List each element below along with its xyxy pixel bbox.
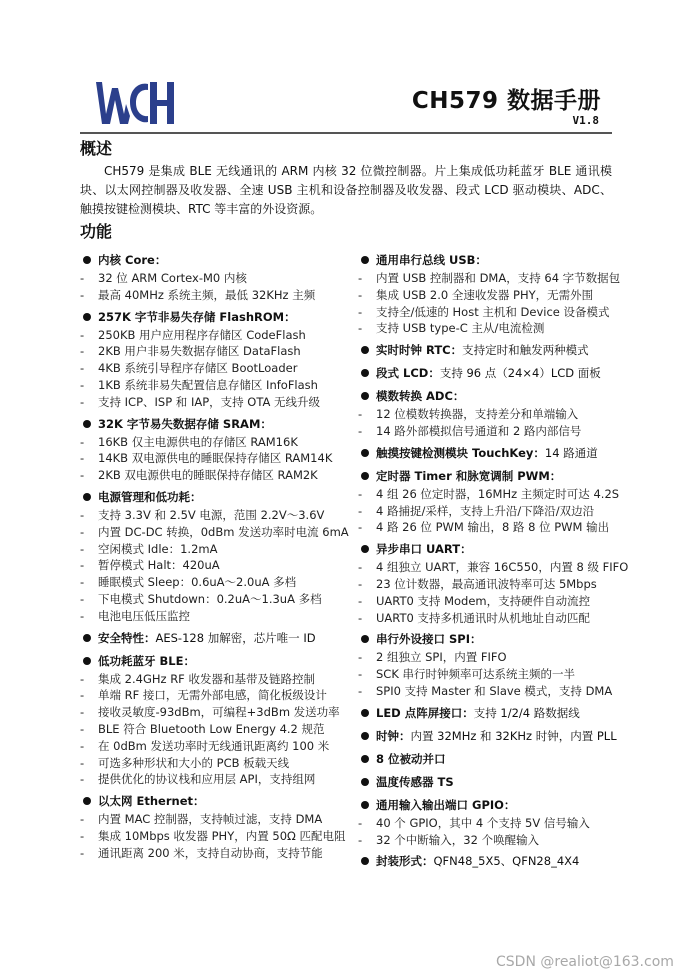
feature-heading: [358, 539, 618, 559]
feature-item: [80, 687, 350, 704]
bullet-icon: [361, 635, 369, 643]
dash-icon: -: [358, 423, 363, 438]
features-right-column: [358, 250, 629, 871]
feature-item: [80, 450, 350, 467]
feature-item: [358, 666, 618, 683]
bullet-icon: [83, 256, 91, 264]
feature-item: [358, 320, 618, 337]
feature-item: [80, 343, 350, 360]
feature-item: [358, 576, 618, 593]
feature-item-text: 2KB 双电源供电的睡眠保持存储区 RAM2K: [98, 468, 318, 483]
dash-icon: -: [80, 468, 85, 483]
feature-heading: [358, 749, 618, 769]
feature-title: 实时时钟 RTC：: [376, 343, 463, 358]
bullet-icon: [361, 256, 369, 264]
feature-heading: [358, 703, 618, 723]
feature-heading: [80, 651, 350, 671]
feature-item-text: 支持 USB type-C 主从/电流检测: [376, 321, 545, 336]
feature-item-text: 32 个中断输入，32 个唤醒输入: [376, 832, 540, 847]
dash-icon: -: [358, 832, 363, 847]
feature-title: 触摸按键检测模块 TouchKey：: [376, 445, 545, 460]
dash-icon: -: [80, 845, 85, 860]
feature-item-text: 支持 3.3V 和 2.5V 电源，范围 2.2V～3.6V: [98, 507, 325, 522]
bullet-icon: [83, 634, 91, 642]
feature-item-text: 14 路外部模拟信号通道和 2 路内部信号: [376, 423, 582, 438]
feature-item-text: 支持全/低速的 Host 主机和 Device 设备模式: [376, 304, 610, 319]
dash-icon: -: [358, 287, 363, 302]
dash-icon: -: [80, 705, 85, 720]
bullet-icon: [361, 545, 369, 553]
feature-title: 段式 LCD：: [376, 366, 440, 381]
features-left-column: [80, 250, 350, 862]
dash-icon: -: [358, 271, 363, 285]
feature-item-text: 4 路捕捉/采样，支持上升沿/下降沿/双边沿: [376, 503, 595, 518]
dash-icon: -: [80, 671, 85, 686]
feature-item-text: 集成 2.4GHz RF 收发器和基带及链路控制: [98, 671, 315, 686]
feature-item: [358, 406, 618, 423]
bullet-icon: [361, 732, 369, 740]
feature-item-text: 单端 RF 接口，无需外部电感，简化板级设计: [98, 688, 327, 703]
feature-item-text: 通讯距离 200 米，支持自动协商，支持节能: [98, 845, 323, 860]
dash-icon: -: [80, 608, 85, 623]
dash-icon: -: [80, 271, 85, 285]
bullet-icon: [361, 709, 369, 717]
feature-item: [80, 270, 350, 287]
feature-item-text: 14KB 双电源供电的睡眠保持存储区 RAM14K: [98, 451, 333, 466]
feature-heading: [358, 340, 618, 360]
bullet-icon: [361, 449, 369, 457]
feature-item-text: 在 0dBm 发送功率时无线通讯距离约 100 米: [98, 738, 330, 753]
dash-icon: -: [358, 520, 363, 535]
feature-title: 257K 字节非易失存储 FlashROM：: [98, 309, 296, 324]
feature-heading: [80, 487, 350, 507]
feature-item: [358, 610, 618, 627]
feature-heading: [358, 443, 618, 463]
feature-title: LED 点阵屏接口：: [376, 705, 474, 720]
feature-item-text: 下电模式 Shutdown：0.2uA～1.3uA 多档: [98, 591, 322, 606]
dash-icon: -: [358, 576, 363, 591]
feature-item: [358, 423, 618, 440]
feature-item: [358, 683, 618, 700]
feature-item-text: UART0 支持多机通讯时从机地址自动匹配: [376, 610, 590, 625]
feature-item: [358, 304, 618, 321]
feature-item-text: 内置 MAC 控制器，支持帧过滤，支持 DMA: [98, 812, 323, 827]
feature-title: 异步串口 UART：: [376, 542, 472, 557]
feature-item: [80, 671, 350, 688]
feature-item-text: 暂停模式 Halt：420uA: [98, 558, 220, 573]
dash-icon: -: [80, 377, 85, 392]
dash-icon: -: [80, 755, 85, 770]
feature-item: [80, 557, 350, 574]
document-title: CH579 数据手册: [411, 88, 601, 114]
feature-heading: [358, 386, 618, 406]
feature-item-text: 空闲模式 Idle：1.2mA: [98, 541, 218, 556]
dash-icon: -: [80, 434, 85, 449]
feature-description: 14 路通道: [544, 445, 598, 460]
dash-icon: -: [80, 451, 85, 466]
bullet-icon: [83, 420, 91, 428]
feature-heading: [358, 772, 618, 792]
feature-title: 时钟：: [376, 728, 411, 743]
dash-icon: -: [80, 575, 85, 590]
dash-icon: -: [358, 815, 363, 830]
feature-item: [80, 287, 350, 304]
dash-icon: -: [358, 503, 363, 518]
feature-item-text: 内置 USB 控制器和 DMA，支持 64 字节数据包: [376, 271, 621, 285]
dash-icon: -: [80, 344, 85, 359]
dash-icon: -: [358, 610, 363, 625]
feature-title: 模数转换 ADC：: [376, 389, 465, 404]
feature-title: 低功耗蓝牙 BLE：: [98, 653, 195, 668]
feature-item: [358, 832, 618, 849]
feature-item: [80, 771, 350, 788]
feature-item-text: 4 路 26 位 PWM 输出，8 路 8 位 PWM 输出: [376, 520, 610, 535]
feature-item: [80, 434, 350, 451]
dash-icon: -: [80, 591, 85, 606]
dash-icon: -: [358, 560, 363, 575]
feature-item: [80, 845, 350, 862]
feature-item-text: SPI0 支持 Master 和 Slave 模式，支持 DMA: [376, 683, 613, 698]
feature-item: [358, 815, 618, 832]
feature-item-text: 23 位计数器，最高通讯波特率可达 5Mbps: [376, 576, 597, 591]
feature-description: 支持 1/2/4 路数据线: [473, 705, 580, 720]
feature-item-text: SCK 串行时钟频率可达系统主频的一半: [376, 667, 576, 682]
feature-item: [358, 486, 618, 503]
dash-icon: -: [358, 407, 363, 422]
bullet-icon: [361, 801, 369, 809]
dash-icon: -: [358, 593, 363, 608]
dash-icon: -: [80, 772, 85, 787]
feature-item: [80, 524, 350, 541]
feature-item: [80, 360, 350, 377]
feature-heading: [80, 791, 350, 811]
feature-item-text: 2KB 用户非易失数据存储区 DataFlash: [98, 344, 301, 359]
feature-item-text: 提供优化的协议栈和应用层 API，支持组网: [98, 772, 316, 787]
feature-item: [80, 541, 350, 558]
feature-item-text: 4 组独立 UART，兼容 16C550，内置 8 级 FIFO: [376, 560, 629, 575]
dash-icon: -: [80, 327, 85, 342]
bullet-icon: [361, 346, 369, 354]
feature-item: [80, 721, 350, 738]
feature-item-text: 集成 10Mbps 收发器 PHY，内置 50Ω 匹配电阻: [98, 828, 346, 843]
feature-title: 32K 字节易失数据存储 SRAM：: [98, 416, 272, 431]
overview-paragraph: CH579 是集成 BLE 无线通讯的 ARM 内核 32 位微控制器。片上集成低功耗蓝牙 BLE 通讯模块、以太网控制器及收发器、全速 USB 主机和设备控制器及收发器、段式 LCD 驱动模块、ADC、触摸按键检测模块、RTC 等丰富的外设资源。: [80, 164, 612, 216]
feature-heading: [358, 363, 618, 383]
bullet-icon: [361, 472, 369, 480]
feature-item-text: 接收灵敏度-93dBm，可编程+3dBm 发送功率: [98, 705, 340, 720]
dash-icon: -: [80, 812, 85, 827]
dash-icon: -: [80, 738, 85, 753]
feature-item-text: 4KB 系统引导程序存储区 BootLoader: [98, 361, 298, 376]
bullet-icon: [361, 755, 369, 763]
feature-title: 8 位被动并口: [376, 751, 446, 766]
document-version: V1.8: [572, 114, 599, 127]
feature-title: 以太网 Ethernet：: [98, 794, 205, 809]
feature-item-text: UART0 支持 Modem，支持硬件自动流控: [376, 593, 591, 608]
feature-heading: [358, 726, 618, 746]
feature-item: [358, 593, 618, 610]
feature-item: [358, 559, 629, 576]
bullet-icon: [83, 313, 91, 321]
feature-item-text: 16KB 仅主电源供电的存储区 RAM16K: [98, 434, 298, 449]
feature-title: 安全特性：: [98, 630, 156, 645]
feature-item: [80, 574, 350, 591]
feature-item: [358, 287, 618, 304]
feature-heading: [358, 250, 618, 270]
dash-icon: -: [80, 287, 85, 302]
overview-heading: 概述: [80, 139, 113, 158]
features-heading: 功能: [80, 222, 113, 241]
bullet-icon: [83, 657, 91, 665]
feature-title: 定时器 Timer 和脉宽调制 PWM：: [376, 468, 562, 483]
feature-title: 通用串行总线 USB：: [376, 253, 487, 267]
dash-icon: -: [358, 486, 363, 501]
feature-heading: [80, 307, 350, 327]
feature-title: 内核 Core：: [98, 253, 167, 267]
feature-item-text: 可选多种形状和大小的 PCB 板载天线: [98, 755, 290, 770]
feature-item: [80, 738, 350, 755]
wch-logo: [96, 82, 174, 124]
feature-item-text: 内置 DC-DC 转换，0dBm 发送功率时电流 6mA: [98, 524, 349, 539]
dash-icon: -: [80, 721, 85, 736]
dash-icon: -: [358, 304, 363, 319]
bullet-icon: [361, 369, 369, 377]
feature-heading: [358, 851, 618, 871]
feature-item-text: 最高 40MHz 系统主频，最低 32KHz 主频: [98, 287, 316, 302]
bullet-icon: [83, 797, 91, 805]
bullet-icon: [83, 493, 91, 501]
feature-item-text: 250KB 用户应用程序存储区 CodeFlash: [98, 327, 306, 342]
feature-item: [80, 591, 350, 608]
feature-item-text: 睡眠模式 Sleep：0.6uA～2.0uA 多档: [98, 575, 297, 590]
dash-icon: -: [80, 541, 85, 556]
dash-icon: -: [80, 558, 85, 573]
feature-item: [80, 828, 350, 845]
feature-item: [358, 503, 618, 520]
dash-icon: -: [80, 524, 85, 539]
bullet-icon: [361, 778, 369, 786]
feature-item: [80, 377, 350, 394]
feature-title: 串行外设接口 SPI：: [376, 632, 482, 647]
feature-description: 内置 32MHz 和 32KHz 时钟，内置 PLL: [410, 728, 617, 743]
feature-item: [358, 519, 618, 536]
feature-item-text: 电池电压低压监控: [98, 608, 190, 623]
feature-item: [358, 649, 618, 666]
feature-description: 支持定时和触发两种模式: [462, 343, 589, 358]
dash-icon: -: [80, 361, 85, 376]
feature-item-text: 40 个 GPIO，其中 4 个支持 5V 信号输入: [376, 815, 590, 830]
feature-item: [358, 270, 621, 287]
feature-item: [80, 811, 350, 828]
feature-title: 电源管理和低功耗：: [98, 489, 202, 504]
feature-item: [80, 467, 350, 484]
feature-item: [80, 755, 350, 772]
feature-heading: [358, 629, 618, 649]
dash-icon: -: [80, 394, 85, 409]
feature-heading: [80, 250, 350, 270]
feature-item-text: 12 位模数转换器，支持差分和单端输入: [376, 407, 579, 422]
header-divider: [80, 132, 612, 134]
bullet-icon: [361, 857, 369, 865]
feature-item-text: 2 组独立 SPI，内置 FIFO: [376, 650, 507, 665]
dash-icon: -: [80, 507, 85, 522]
feature-item: [80, 608, 350, 625]
dash-icon: -: [80, 828, 85, 843]
feature-item-text: 4 组 26 位定时器，16MHz 主频定时可达 4.2S: [376, 486, 620, 501]
dash-icon: -: [358, 321, 363, 336]
feature-title: 封装形式：: [376, 854, 434, 869]
feature-title: 通用输入输出端口 GPIO：: [376, 797, 516, 812]
feature-heading: [358, 795, 618, 815]
feature-item-text: 32 位 ARM Cortex-M0 内核: [98, 271, 247, 285]
watermark: CSDN @realiot@163.com: [496, 954, 674, 970]
feature-heading: [80, 628, 350, 648]
dash-icon: -: [358, 650, 363, 665]
feature-item-text: BLE 符合 Bluetooth Low Energy 4.2 规范: [98, 721, 325, 736]
feature-heading: [358, 466, 618, 486]
feature-description: AES-128 加解密，芯片唯一 ID: [155, 630, 316, 645]
feature-item-text: 1KB 系统非易失配置信息存储区 InfoFlash: [98, 377, 318, 392]
feature-item: [80, 327, 350, 344]
feature-heading: [80, 414, 350, 434]
feature-item: [80, 704, 350, 721]
dash-icon: -: [80, 688, 85, 703]
feature-title: 温度传感器 TS: [376, 774, 454, 789]
feature-item-text: 支持 ICP、ISP 和 IAP，支持 OTA 无线升级: [98, 394, 321, 409]
feature-description: 支持 96 点（24×4）LCD 面板: [439, 366, 601, 381]
dash-icon: -: [358, 683, 363, 698]
feature-description: QFN48_5X5、QFN28_4X4: [433, 854, 580, 869]
feature-item-text: 集成 USB 2.0 全速收发器 PHY，无需外围: [376, 287, 594, 302]
bullet-icon: [361, 392, 369, 400]
feature-item: [80, 394, 350, 411]
feature-item: [80, 507, 350, 524]
dash-icon: -: [358, 667, 363, 682]
